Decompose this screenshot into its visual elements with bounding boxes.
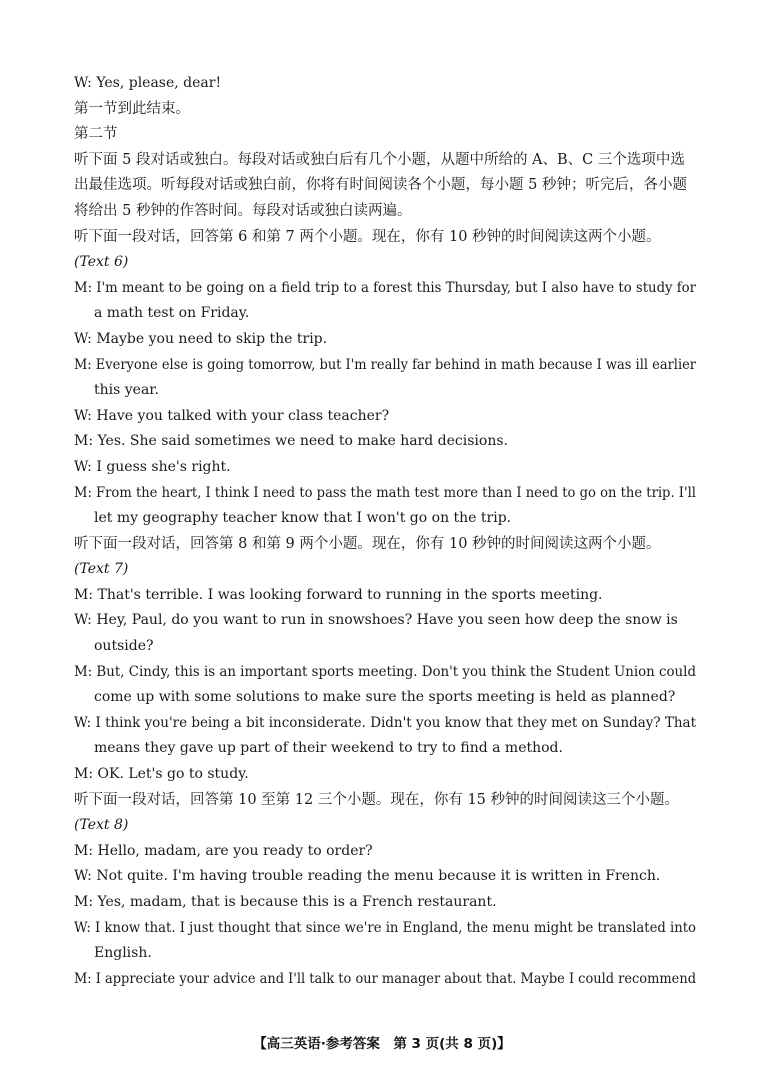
dialogue-continuation-line: let my geography teacher know that I won't go on the trip. [94,510,512,527]
instruction-line: 听下面一段对话，回答第 10 至第 12 三个小题。现在，你有 15 秒钟的时间阅读这三个小题。 [74,791,680,808]
dialogue-continuation-line: a math test on Friday. [94,305,250,322]
dialogue-line: W: I know that. I just thought that since we're in England, the menu might be translated into [74,919,696,936]
dialogue-line: M: Yes. She said sometimes we need to make hard decisions. [74,433,508,450]
dialogue-line: M: I'm meant to be going on a field trip to a forest this Thursday, but I also have to study for [74,279,696,296]
dialogue-line: W: I think you're being a bit inconsiderate. Didn't you know that they met on Sunday? That [74,714,696,731]
text-section-label: (Text 8) [74,817,129,834]
instruction-line: 听下面一段对话，回答第 6 和第 7 两个小题。现在，你有 10 秒钟的时间阅读这两个小题。 [74,228,661,245]
dialogue-line: W: Hey, Paul, do you want to run in snowshoes? Have you seen how deep the snow is [74,612,678,629]
instruction-line: 第一节到此结束。 [74,100,190,117]
dialogue-line: M: Everyone else is going tomorrow, but I'm really far behind in math because I was ill earlier [74,356,696,373]
dialogue-line: M: OK. Let's go to study. [74,766,249,783]
text-section-label: (Text 7) [74,561,129,578]
dialogue-line: M: But, Cindy, this is an important sports meeting. Don't you think the Student Union could [74,663,696,680]
instruction-line: 第二节 [74,126,118,143]
dialogue-continuation-line: this year. [94,382,159,399]
instruction-line: 听下面一段对话，回答第 8 和第 9 两个小题。现在，你有 10 秒钟的时间阅读这两个小题。 [74,535,661,552]
dialogue-continuation-line: come up with some solutions to make sure the sports meeting is held as planned? [94,689,676,706]
dialogue-continuation-line: English. [94,945,152,962]
dialogue-line: W: Have you talked with your class teacher? [74,407,390,424]
instruction-line: 听下面 5 段对话或独白。每段对话或独白后有几个小题，从题中所给的 A、B、C 三个选项中选 [74,151,685,168]
dialogue-continuation-line: outside? [94,638,154,655]
instruction-line: 出最佳选项。听每段对话或独白前，你将有时间阅读各个小题，每小题 5 秒钟；听完后，各小题 [74,177,687,194]
transcript-body [74,71,696,992]
dialogue-line: W: I guess she's right. [74,458,231,475]
instruction-line: 将给出 5 秒钟的作答时间。每段对话或独白读两遍。 [74,202,412,219]
text-section-label: (Text 6) [74,254,129,271]
page-footer: 【高三英语·参考答案 第 3 页(共 8 页)】 [253,1036,511,1052]
dialogue-line: M: From the heart, I think I need to pass the math test more than I need to go on the trip. I'll [74,484,696,501]
dialogue-line: W: Yes, please, dear! [74,75,222,91]
dialogue-line: M: I appreciate your advice and I'll talk to our manager about that. Maybe I could recommend [74,970,696,987]
dialogue-continuation-line: means they gave up part of their weekend to try to find a method. [94,740,563,757]
dialogue-line: W: Maybe you need to skip the trip. [74,330,328,347]
dialogue-line: M: Yes, madam, that is because this is a French restaurant. [74,894,497,910]
dialogue-line: W: Not quite. I'm having trouble reading the menu because it is written in French. [74,868,661,885]
dialogue-line: M: That's terrible. I was looking forward to running in the sports meeting. [74,586,603,603]
dialogue-line: M: Hello, madam, are you ready to order? [74,842,373,859]
